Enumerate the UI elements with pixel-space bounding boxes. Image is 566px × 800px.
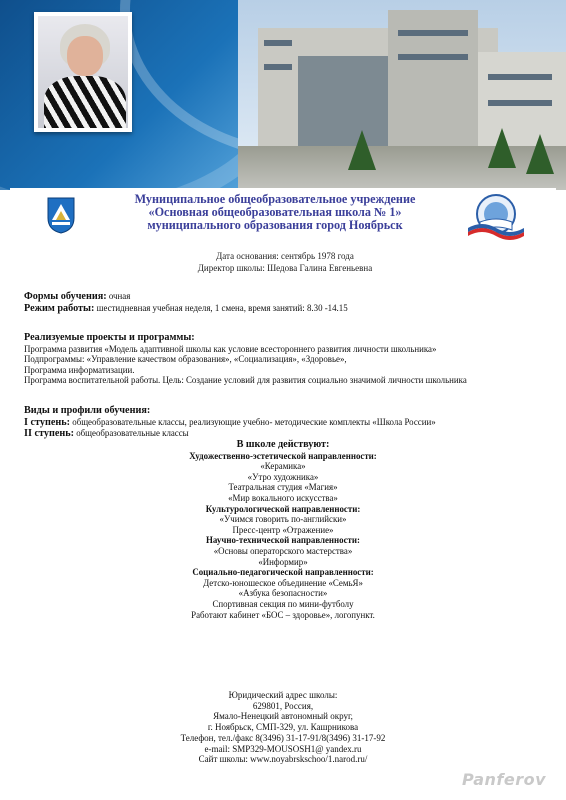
stage1-label: I ступень: xyxy=(24,416,71,428)
project-item: Программа воспитательной работы. Цель: Создание условий для развития социально значимой личности школьника xyxy=(24,375,467,385)
projects-section xyxy=(24,333,467,386)
social-category-title: Социально-педагогической направленности: xyxy=(192,567,374,578)
activity-item: Детско-юношеское объединение «СемьЯ» xyxy=(203,577,363,588)
project-item: Подпрограммы: «Управление качеством образования», «Социализация», «Здоровье», xyxy=(24,354,347,364)
activity-item: «Информир» xyxy=(258,556,308,567)
projects-title: Реализуемые проекты и программы: xyxy=(24,332,195,343)
activity-item: «Учимся говорить по-английски» xyxy=(219,514,347,525)
city-coat-of-arms-icon xyxy=(46,196,76,234)
art-category-title: Художественно-эстетической направленности: xyxy=(189,450,377,461)
activity-item: «Мир вокального искусства» xyxy=(228,492,338,503)
org-line-3: муниципального образования город Ноябрьск xyxy=(147,218,403,232)
mode-label: Режим работы: xyxy=(24,302,95,314)
founding-info xyxy=(90,251,480,274)
tech-category-title: Научно-технической направленности: xyxy=(206,535,360,546)
address-phone: Телефон, тел./факс 8(3496) 31-17-91/8(3496) 31-17-92 xyxy=(180,732,386,743)
activities-title: В школе действуют: xyxy=(236,439,330,450)
activities-section xyxy=(60,440,506,620)
activity-item: Пресс-центр «Отражение» xyxy=(232,524,334,535)
project-item: Программа информатизации. xyxy=(24,364,135,375)
profiles-title: Виды и профили обучения: xyxy=(24,405,151,416)
profiles-section xyxy=(24,406,436,440)
forms-label: Формы обучения: xyxy=(24,291,107,302)
header-banner xyxy=(0,0,566,190)
address-website: Сайт школы: www.noyabrskschoo/1.narod.ru/ xyxy=(198,754,368,765)
forms-section xyxy=(24,291,348,314)
stage1-value: общеобразовательные классы, реализующие учебно- методические комплекты «Школа России» xyxy=(72,416,436,427)
legal-address xyxy=(140,690,426,765)
founded-date: Дата основания: сентябрь 1978 года xyxy=(216,251,354,261)
school-building-photo xyxy=(238,0,566,190)
director-name: Директор школы: Шедова Галина Евгеньевна xyxy=(197,262,373,273)
activity-item: «Основы операторского мастерства» xyxy=(213,545,353,556)
activity-item: Театральная студия «Магия» xyxy=(228,482,338,493)
culture-category-title: Культурологической направленности: xyxy=(205,503,361,514)
address-line: 629801, Россия, xyxy=(252,700,314,711)
address-line: г. Ноябрьск, СМП-329, ул. Кашрникова xyxy=(207,722,359,733)
org-line-1: Муниципальное общеобразовательное учреждение xyxy=(134,192,416,206)
stage2-value: общеобразовательные классы xyxy=(76,428,189,438)
stage2-label: II ступень: xyxy=(24,428,75,439)
org-line-2: «Основная общеобразовательная школа № 1» xyxy=(148,205,402,219)
education-emblem-icon xyxy=(466,190,526,246)
author-signature: Panferov xyxy=(462,770,547,789)
address-email: e-mail: SMP329-MOUSOSH1@ yandex.ru xyxy=(204,743,362,754)
activity-item: Работают кабинет «БОС – здоровье», логопункт. xyxy=(191,609,375,620)
organization-title xyxy=(90,193,460,232)
activity-item: «Керамика» xyxy=(260,461,306,472)
activity-item: «Азбука безопасности» xyxy=(238,588,328,599)
activity-item: Спортивная секция по мини-футболу xyxy=(212,598,354,609)
address-line: Ямало-Ненецкий автономный округ, xyxy=(213,711,353,722)
director-photo xyxy=(34,12,132,132)
forms-value: очная xyxy=(108,291,131,301)
activity-item: «Утро художника» xyxy=(247,471,319,482)
mode-value: шестидневная учебная неделя, 1 смена, время занятий: 8.30 -14.15 xyxy=(96,302,348,313)
address-title: Юридический адрес школы: xyxy=(228,690,338,700)
project-item: Программа развития «Модель адаптивной школы как условие всестороннего развития личности школьника» xyxy=(24,343,437,354)
